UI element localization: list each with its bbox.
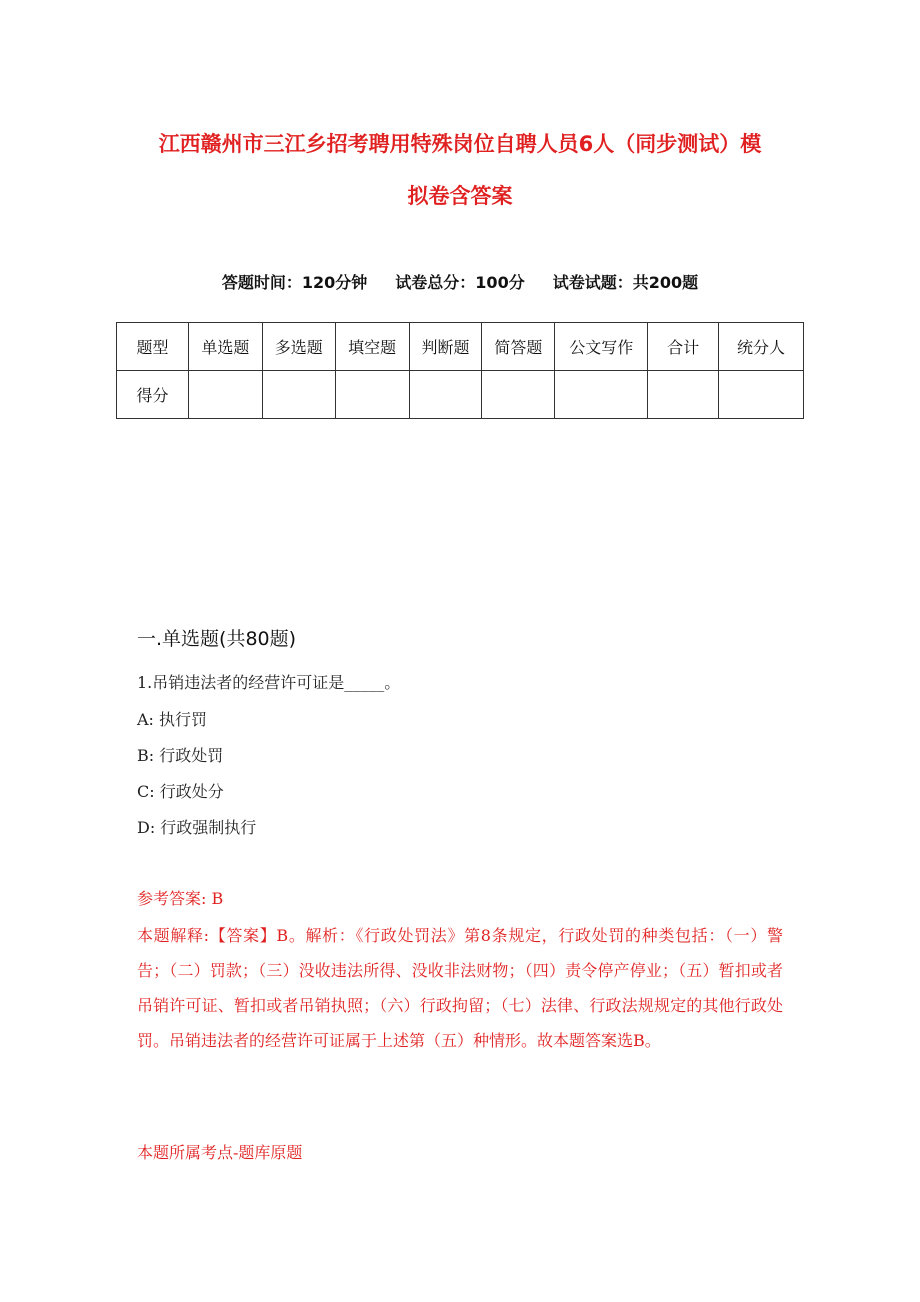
score-cell <box>482 371 555 419</box>
score-cell <box>719 371 804 419</box>
score-table <box>116 322 804 419</box>
document-title <box>60 118 860 222</box>
question-stem: 1.吊销违法者的经营许可证是_____。 <box>137 673 401 692</box>
exam-time: 答题时间：120分钟 <box>221 273 368 292</box>
option-d: D: 行政强制执行 <box>137 818 257 837</box>
header-cell: 单选题 <box>188 323 262 371</box>
row-label: 得分 <box>117 371 189 419</box>
header-cell: 填空题 <box>335 323 409 371</box>
header-cell: 多选题 <box>262 323 335 371</box>
exam-meta <box>0 270 920 293</box>
score-cell <box>409 371 482 419</box>
header-cell: 合计 <box>648 323 719 371</box>
header-cell: 公文写作 <box>555 323 648 371</box>
exam-question-count: 试卷试题：共200题 <box>552 273 699 292</box>
header-cell: 题型 <box>117 323 189 371</box>
title-line-2: 拟卷含答案 <box>407 184 513 208</box>
reference-answer: 参考答案: B <box>137 889 224 908</box>
header-cell: 统分人 <box>719 323 804 371</box>
score-cell <box>335 371 409 419</box>
option-b: B: 行政处罚 <box>137 746 224 765</box>
topic-note: 本题所属考点-题库原题 <box>137 1143 303 1162</box>
header-cell: 判断题 <box>409 323 482 371</box>
score-cell <box>648 371 719 419</box>
option-a: A: 执行罚 <box>137 710 208 729</box>
score-cell <box>555 371 648 419</box>
score-cell <box>188 371 262 419</box>
exam-total-score: 试卷总分：100分 <box>395 273 525 292</box>
option-c: C: 行政处分 <box>137 782 224 801</box>
section-heading: 一.单选题(共80题) <box>137 628 297 650</box>
score-cell <box>262 371 335 419</box>
answer-explanation: 本题解释:【答案】B。解析：《行政处罚法》第8条规定，行政处罚的种类包括：（一）警告；（二）罚款；（三）没收违法所得、没收非法财物；（四）责令停产停业；（五）暂扣或者吊销许可证、暂扣或者吊销执照；（六）行政拘留；（七）法律、行政法规规定的其他行政处罚。吊销违法者的经营许可证属于上述第（五）种情形。故本题答案选B。 <box>137 926 783 1050</box>
score-table-header-row <box>117 323 804 371</box>
title-line-1: 江西赣州市三江乡招考聘用特殊岗位自聘人员6人（同步测试）模 <box>158 132 762 156</box>
header-cell: 简答题 <box>482 323 555 371</box>
score-table-row <box>117 371 804 419</box>
